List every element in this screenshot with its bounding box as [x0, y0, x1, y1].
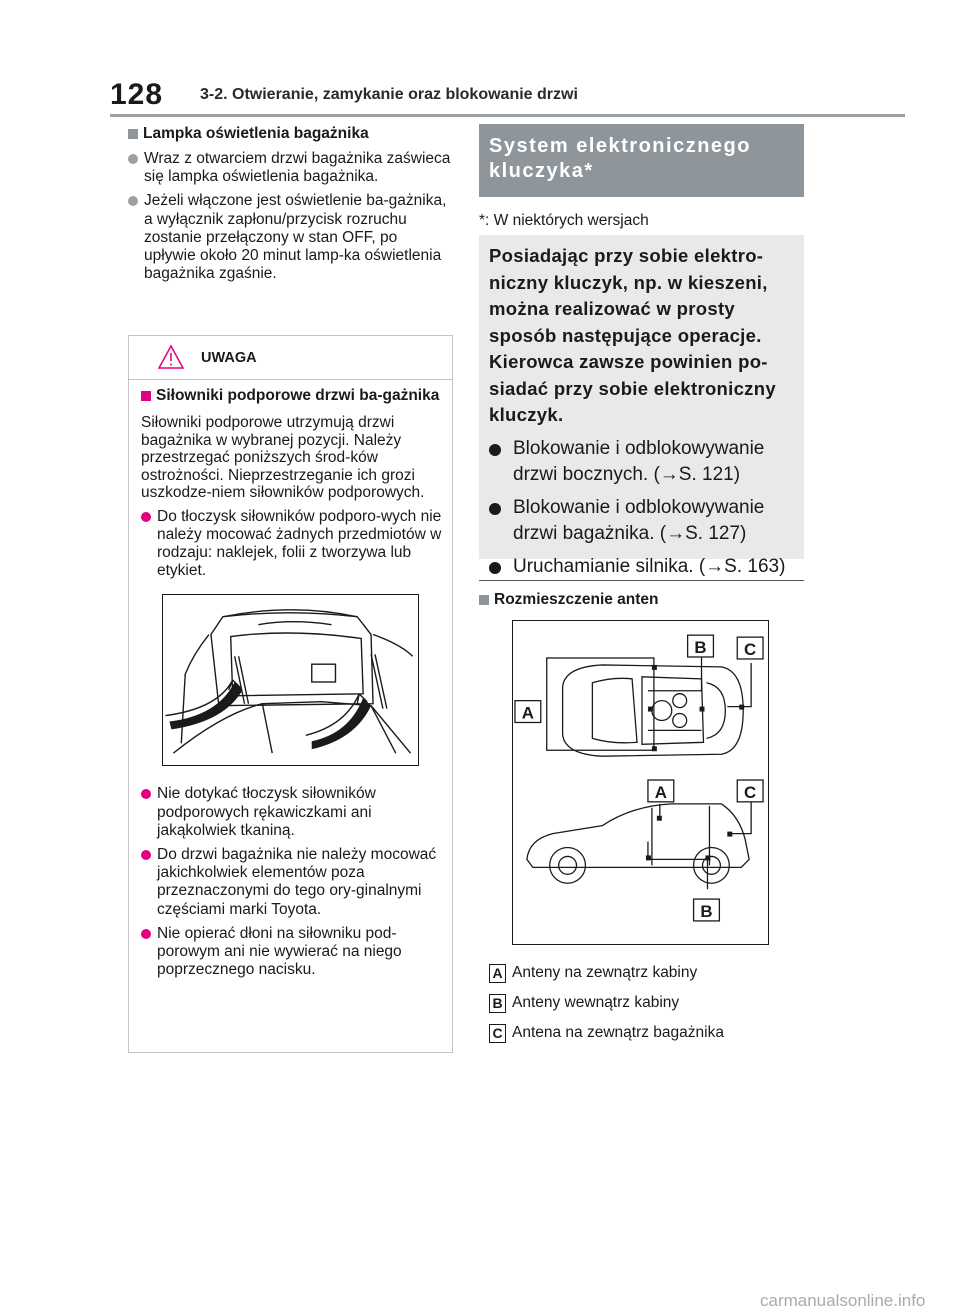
warning-body [141, 386, 446, 979]
square-bullet-icon [141, 391, 151, 401]
divider [479, 580, 804, 581]
list-item: Wraz z otwarciem drzwi bagażnika zaświeca się lampka oświetlenia bagażnika. [128, 150, 453, 186]
legend-key: C [489, 1024, 506, 1043]
warning-heading: Siłowniki podporowe drzwi ba-gażnika [141, 386, 446, 406]
footnote: *: W niektórych wersjach [479, 212, 649, 229]
antenna-heading: Rozmieszczenie anten [479, 590, 659, 610]
legend-item [489, 958, 724, 988]
antenna-layout-diagram [512, 620, 769, 945]
diagram-label-a: A [654, 782, 667, 802]
legend-key: A [489, 964, 506, 983]
dot-bullet-icon [128, 196, 138, 206]
dot-bullet-icon [489, 562, 501, 574]
list-item: Nie opierać dłoni na siłowniku pod-porowym ani nie wywierać na niego poprzecznego nacisku. [141, 925, 446, 980]
lamp-heading: Lampka oświetlenia bagażnika [128, 124, 453, 144]
warning-intro: Siłowniki podporowe utrzymują drzwi bagażnika w wybranej pozycji. Należy przestrzegać poniższych środ-ków ostrożności. Nieprzestrzeganie ich grozi uszkodze-niem siłowników podporowych. [141, 414, 425, 501]
diagram-label-b: B [700, 901, 713, 921]
page-number: 128 [110, 78, 164, 111]
legend-text: Antena na zewnątrz bagażnika [512, 1024, 724, 1041]
dot-bullet-icon [489, 444, 501, 456]
diagram-label-b: B [694, 638, 707, 658]
dot-bullet-icon [141, 789, 151, 799]
square-bullet-icon [479, 595, 489, 605]
info-panel [479, 235, 804, 577]
warning-label: UWAGA [201, 350, 257, 366]
list-item: Do drzwi bagażnika nie należy mocować jakichkolwiek elementów poza przeznaczonymi do tego ory-ginalnymi częściami marki Toyota. [141, 846, 446, 919]
left-column [128, 124, 453, 283]
legend-key: B [489, 994, 506, 1013]
antenna-legend [489, 958, 724, 1048]
warning-triangle-icon [157, 344, 185, 370]
dot-bullet-icon [489, 503, 501, 515]
diagram-label-c: C [744, 640, 757, 659]
dot-bullet-icon [141, 512, 151, 522]
section-heading-box: System elektronicznego kluczyka* [479, 124, 804, 197]
square-bullet-icon [128, 129, 138, 139]
warning-header [129, 336, 452, 380]
dot-bullet-icon [141, 850, 151, 860]
legend-item [489, 1018, 724, 1048]
watermark: carmanualsonline.info [760, 1291, 926, 1310]
dot-bullet-icon [128, 154, 138, 164]
diagram-label-a: A [521, 703, 534, 723]
list-item: Nie dotykać tłoczysk siłowników podporowych rękawiczkami ani jakąkolwiek tkaniną. [141, 785, 446, 840]
warning-box [128, 335, 453, 1053]
diagram-label-c: C [744, 782, 757, 802]
list-item: Blokowanie i odblokowywanie drzwi bagażnika. (→S. 127) [489, 495, 794, 547]
page-header [110, 72, 905, 116]
list-item: Uruchamianie silnika. (→S. 163) [489, 554, 794, 580]
list-item: Do tłoczysk siłowników podporo-wych nie należy mocować żadnych przedmiotów w rodzaju: naklejek, folii z tworzywa lub etykiet. [141, 508, 446, 581]
dot-bullet-icon [141, 929, 151, 939]
panel-intro: Posiadając przy sobie elektro-niczny kluczyk, np. w kieszeni, można realizować w prosty sposób następujące operacje. Kierowca zawsze powinien po-siadać przy sobie elektroniczny kluczyk. [489, 245, 776, 425]
legend-text: Anteny na zewnątrz kabiny [512, 964, 698, 981]
header-rule [110, 114, 905, 117]
trunk-strut-illustration [162, 594, 419, 766]
list-item: Blokowanie i odblokowywanie drzwi bocznych. (→S. 121) [489, 436, 794, 488]
legend-text: Anteny wewnątrz kabiny [512, 994, 680, 1011]
list-item: Jeżeli włączone jest oświetlenie ba-gażnika, a wyłącznik zapłonu/przycisk rozruchu zostanie przełączony w stan OFF, po upływie około 20 minut lamp-ka oświetlenia bagażnika zgaśnie. [128, 192, 453, 283]
section-title: 3-2. Otwieranie, zamykanie oraz blokowanie drzwi [200, 86, 578, 103]
legend-item [489, 988, 724, 1018]
